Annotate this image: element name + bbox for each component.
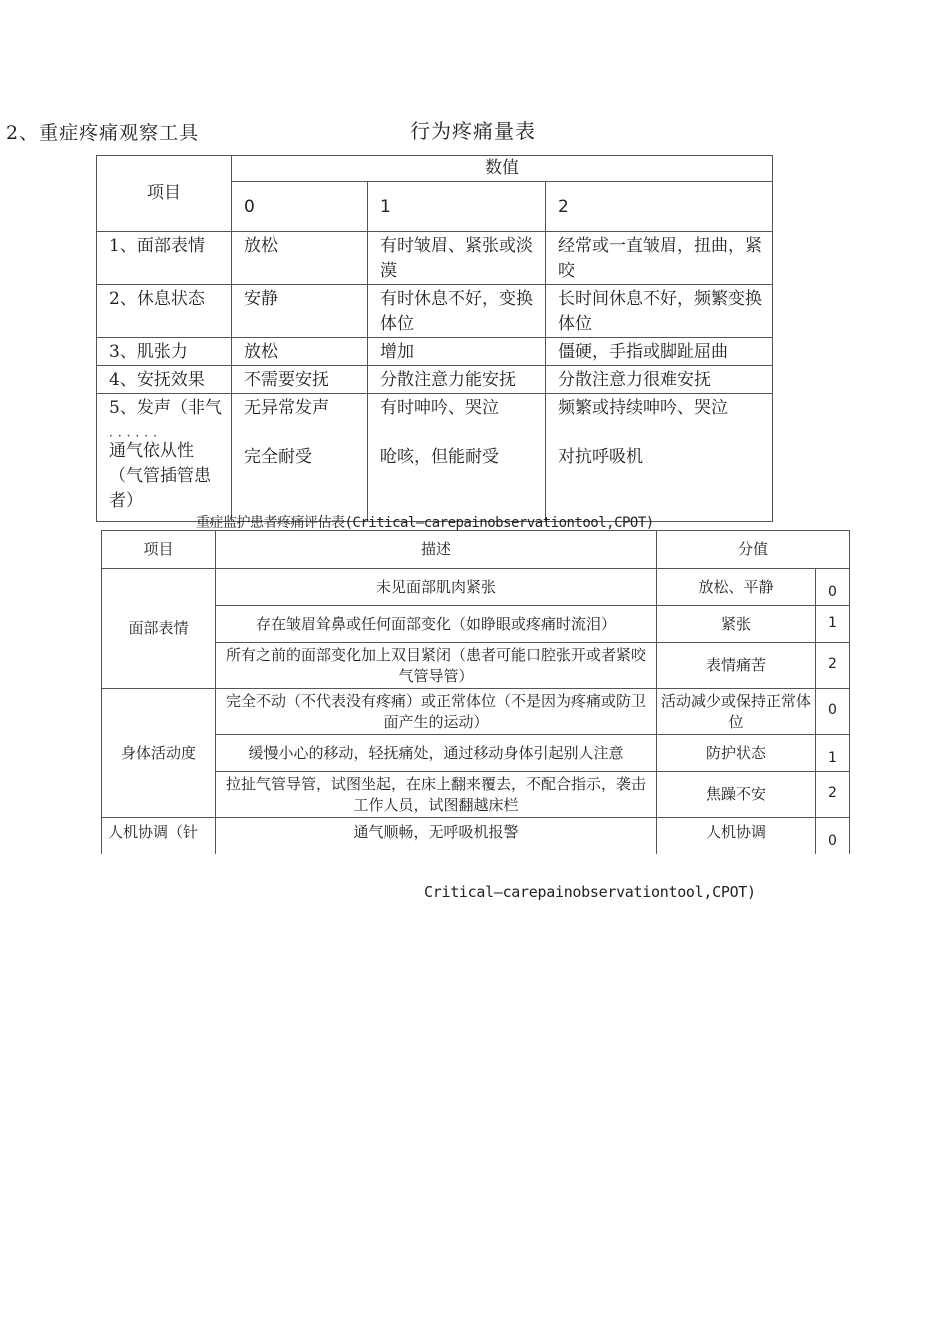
cpot-desc: 缓慢小心的移动，轻抚痛处，通过移动身体引起别人注意 [216, 735, 657, 772]
bps-cell-2: 对抗呼吸机 [558, 447, 643, 467]
bps-cell-0: 完全耐受 [244, 447, 312, 467]
bps-item: 3、肌张力 [97, 338, 232, 366]
cpot-score: 2 [816, 772, 850, 818]
truncation-dots: ······ [109, 429, 162, 443]
bps-cell-2: 僵硬，手指或脚趾屈曲 [546, 338, 773, 366]
bps-cell-1: 有时皱眉、紧张或淡漠 [368, 232, 546, 285]
cpot-state: 防护状态 [657, 735, 816, 772]
cpot-desc: 拉扯气管导管，试图坐起，在床上翻来覆去，不配合指示，袭击工作人员，试图翻越床栏 [216, 772, 657, 818]
bps-cell-1: 有时呻吟、哭泣 [380, 398, 499, 418]
bps-header-item: 项目 [97, 156, 232, 232]
cpot-desc: 未见面部肌肉紧张 [216, 569, 657, 606]
bps-item: 通气依从性（气管插管患者） [109, 441, 211, 511]
cpot-header-desc: 描述 [216, 531, 657, 569]
cpot-header-score: 分值 [657, 531, 850, 569]
bps-cell-0: 放松 [232, 232, 368, 285]
bps-cell-merged [546, 394, 773, 522]
table-row [97, 232, 773, 285]
bps-title: 行为疼痛量表 [410, 119, 536, 143]
footer-caption: Critical—carepainobservationtool,CPOT) [424, 883, 756, 901]
bps-score-0: 0 [232, 182, 368, 232]
table-row [97, 338, 773, 366]
bps-cell-1: 有时休息不好，变换体位 [368, 285, 546, 338]
cpot-desc: 所有之前的面部变化加上双目紧闭（患者可能口腔张开或者紧咬气管导管） [216, 643, 657, 689]
cpot-score: 0 [816, 689, 850, 735]
table-row [97, 366, 773, 394]
bps-header-value: 数值 [232, 156, 773, 182]
cpot-table [101, 530, 850, 854]
section-heading: 2、重症疼痛观察工具 [6, 122, 200, 144]
bps-score-1: 1 [368, 182, 546, 232]
cpot-item: 面部表情 [102, 569, 216, 689]
table-row [102, 689, 850, 735]
table-row [97, 394, 773, 522]
bps-cell-1: 呛咳，但能耐受 [380, 447, 499, 467]
bps-cell-1: 分散注意力能安抚 [368, 366, 546, 394]
cpot-score: 0 [816, 569, 850, 606]
bps-cell-0: 放松 [232, 338, 368, 366]
cpot-state: 紧张 [657, 606, 816, 643]
bps-cell-0: 安静 [232, 285, 368, 338]
cpot-desc: 存在皱眉耸鼻或任何面部变化（如睁眼或疼痛时流泪） [216, 606, 657, 643]
bps-cell-2: 分散注意力很难安抚 [546, 366, 773, 394]
bps-cell-0: 不需要安抚 [232, 366, 368, 394]
bps-item: 2、休息状态 [97, 285, 232, 338]
cpot-score: 1 [816, 735, 850, 772]
bps-table [96, 155, 773, 522]
table-row [102, 818, 850, 854]
cpot-desc: 通气顺畅，无呼吸机报警 [216, 818, 657, 854]
bps-cell-1: 增加 [368, 338, 546, 366]
cpot-state: 放松、平静 [657, 569, 816, 606]
bps-score-2: 2 [546, 182, 773, 232]
bps-cell-merged [232, 394, 368, 522]
cpot-score: 0 [816, 818, 850, 854]
table-row [102, 569, 850, 606]
bps-cell-2: 长时间休息不好，频繁变换体位 [546, 285, 773, 338]
cpot-state: 活动减少或保持正常体位 [657, 689, 816, 735]
cpot-score: 2 [816, 643, 850, 689]
bps-cell-0: 无异常发声 [244, 398, 329, 418]
bps-item: 1、面部表情 [97, 232, 232, 285]
bps-item: 5、发声（非气 [109, 398, 222, 418]
bps-cell-merged [368, 394, 546, 522]
cpot-state: 表情痛苦 [657, 643, 816, 689]
bps-item: 4、安抚效果 [97, 366, 232, 394]
cpot-score: 1 [816, 606, 850, 643]
table-row [97, 285, 773, 338]
cpot-caption: 重症监护患者疼痛评估表(Critical—carepainobservationtool,CPOT) [196, 515, 654, 531]
cpot-item: 身体活动度 [102, 689, 216, 818]
cpot-state: 人机协调 [657, 818, 816, 854]
cpot-desc: 完全不动（不代表没有疼痛）或正常体位（不是因为疼痛或防卫面产生的运动） [216, 689, 657, 735]
bps-cell-2: 频繁或持续呻吟、哭泣 [558, 398, 728, 418]
bps-cell-2: 经常或一直皱眉，扭曲，紧咬 [546, 232, 773, 285]
bps-item-merged [97, 394, 232, 522]
cpot-header-item: 项目 [102, 531, 216, 569]
cpot-state: 焦躁不安 [657, 772, 816, 818]
cpot-item: 人机协调（针 [102, 818, 216, 854]
